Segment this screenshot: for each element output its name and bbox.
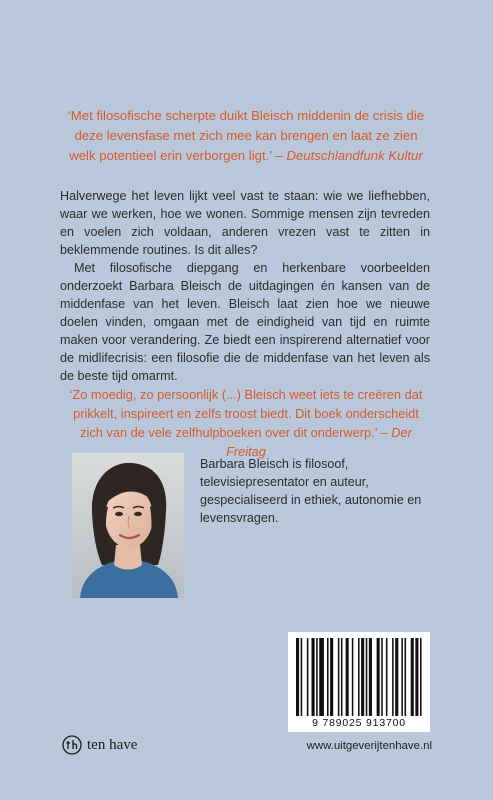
- barcode-bar: [301, 638, 303, 716]
- blurb-paragraph-2: Met filosofische diepgang en herkenbare voorbeelden onderzoekt Barbara Bleisch de uitdagingen én kansen van de middenfase van het leven. Bleisch laat zien hoe we nieuwe doelen vinden, omgaan met de eindigheid van tijd en ruimte maken voor verandering. Ze biedt een inspirerend alternatief voor de midlifecrisis: een filosofie die de middenfase van het leven als de beste tijd omarmt.: [60, 261, 430, 383]
- barcode-bar: [346, 638, 349, 716]
- barcode-bar: [307, 638, 309, 716]
- author-bio-text: is filosoof, televisiepresentator en auteur, gespecialiseerd in ethiek, autonomie en levensvragen.: [200, 457, 422, 525]
- barcode-bar: [312, 638, 315, 716]
- barcode-bar: [361, 638, 364, 716]
- author-bio: [200, 455, 430, 527]
- publisher-logo-icon: [62, 735, 82, 755]
- barcode-bar: [392, 638, 394, 716]
- barcode-bar: [319, 638, 324, 716]
- barcode-bar: [352, 638, 354, 716]
- barcode-bar: [415, 638, 418, 716]
- barcode-bar: [411, 638, 414, 716]
- barcode-bar: [327, 638, 329, 716]
- barcode-bar: [386, 638, 388, 716]
- barcode-bar: [401, 638, 403, 716]
- barcode-bar: [296, 638, 299, 716]
- barcode-bar: [369, 638, 372, 716]
- barcode-bar: [330, 638, 333, 716]
- barcode-bar: [377, 638, 380, 716]
- quote-source: Deutschlandfunk Kultur: [286, 148, 423, 163]
- review-quote-deutschlandfunk: [62, 106, 430, 166]
- barcode-bar: [381, 638, 383, 716]
- barcode-bar: [420, 638, 422, 716]
- quote-source: Der Freitag: [226, 425, 412, 459]
- blurb: [60, 187, 430, 385]
- barcode-bar: [358, 638, 360, 716]
- publisher-website: www.uitgeverijtenhave.nl: [306, 740, 432, 752]
- quote-text: ‘Zo moedig, zo persoonlijk (...) Bleisch weet iets te creëren dat prikkelt, inspireert en zelfs troost biedt. Dit boek onderscheidt zich van de vele zelfhulpboeken over dit onderwerp.’ –: [69, 387, 423, 440]
- barcode-bar: [366, 638, 368, 716]
- barcode-bar: [338, 638, 340, 716]
- blurb-paragraph-1: Halverwege het leven lijkt veel vast te staan: wie we liefhebben, waar we werken, hoe we wonen. Sommige mensen zijn tevreden en voelen zich voldaan, anderen vrezen vast te zitten in beklemmende routines. Is dit alles?: [60, 189, 430, 257]
- quote-text: ‘Met filosofische scherpte duikt Bleisch middenin de crisis die deze levensfase met zich mee kan brengen en laat ze zien welk potentieel erin verborgen ligt.’ –: [67, 108, 425, 163]
- barcode-bar: [405, 638, 407, 716]
- barcode-bar: [341, 638, 343, 716]
- isbn-barcode: [288, 632, 430, 732]
- author-photo: [72, 453, 184, 598]
- author-name: Barbara Bleisch: [200, 457, 289, 471]
- publisher-logo: [62, 733, 137, 757]
- review-quote-der-freitag: [66, 385, 426, 461]
- isbn-number: 9 789025 913700: [312, 717, 406, 729]
- publisher-name: ten have: [87, 736, 138, 753]
- barcode-bar: [316, 638, 318, 716]
- barcode-bar: [395, 638, 398, 716]
